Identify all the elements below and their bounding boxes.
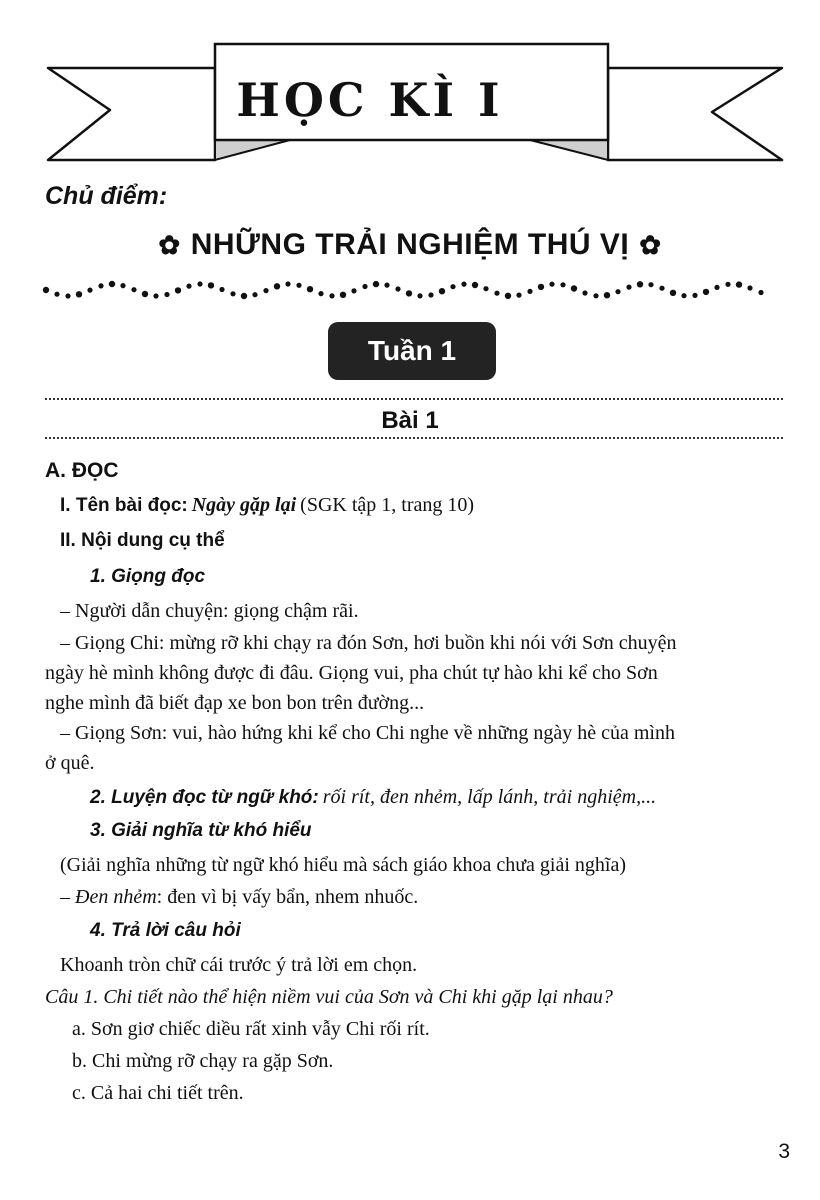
- flower-icon: ✿: [158, 230, 181, 260]
- subsection-heading: 2. Luyện đọc từ ngữ khó:: [90, 787, 319, 808]
- item-label: I. Tên bài đọc:: [60, 495, 188, 516]
- reading-reference: (SGK tập 1, trang 10): [300, 494, 475, 516]
- divider-dot: [87, 288, 92, 293]
- divider-dot: [505, 293, 511, 299]
- divider-dot: [373, 281, 379, 287]
- week-badge: Tuần 1: [328, 322, 496, 380]
- divider-dot: [186, 284, 191, 289]
- divider-dot: [604, 292, 610, 298]
- divider-dot: [582, 290, 587, 295]
- divider-dot: [450, 284, 455, 289]
- divider-dot: [318, 291, 323, 296]
- section-heading: A. ĐỌC: [45, 459, 119, 482]
- divider-dot: [593, 293, 598, 298]
- divider-dot: [241, 293, 247, 299]
- divider-dot: [428, 292, 433, 297]
- hard-words-line: [90, 786, 656, 809]
- subsection-heading: 4. Trả lời câu hỏi: [90, 920, 241, 941]
- dotted-rule: [45, 398, 783, 400]
- divider-dot: [219, 287, 224, 292]
- theme-title-row: [0, 228, 820, 262]
- divider-dot: [65, 293, 70, 298]
- instruction-text: Khoanh tròn chữ cái trước ý trả lời em chọn.: [60, 954, 418, 976]
- divider-dot: [703, 289, 709, 295]
- divider-dot: [76, 291, 82, 297]
- divider-dot: [417, 293, 422, 298]
- banner-title: HỌC KÌ I: [236, 73, 504, 127]
- defined-term: Đen nhẻm: [75, 886, 157, 908]
- theme-title: NHỮNG TRẢI NGHIỆM THÚ VỊ: [190, 228, 630, 261]
- divider-dot: [527, 289, 532, 294]
- divider-dot: [483, 286, 488, 291]
- text-line: – Giọng Sơn: vui, hào hứng khi kể cho Chi nghe về những ngày hè của mình: [60, 722, 675, 744]
- page-number: 3: [778, 1140, 790, 1163]
- divider-dot: [670, 290, 676, 296]
- answer-option[interactable]: b. Chi mừng rỡ chạy ra gặp Sơn.: [72, 1050, 334, 1072]
- divider-dot: [395, 286, 400, 291]
- divider-dot: [263, 288, 268, 293]
- question-label: Câu 1.: [45, 986, 99, 1008]
- divider-dot: [274, 283, 280, 289]
- divider-dot: [692, 293, 697, 298]
- dotted-wave-divider: [40, 276, 780, 304]
- lesson-title: Bài 1: [381, 407, 439, 434]
- divider-dot: [285, 281, 290, 286]
- reading-title: Ngày gặp lại: [191, 494, 297, 516]
- text-line: (Giải nghĩa những từ ngữ khó hiểu mà sách giáo khoa chưa giải nghĩa): [60, 854, 626, 876]
- dotted-rule: [45, 437, 783, 439]
- hard-words: rối rít, đen nhẻm, lấp lánh, trải nghiệm,...: [322, 786, 657, 808]
- divider-dot: [626, 285, 631, 290]
- divider-dot: [538, 284, 544, 290]
- divider-dot: [659, 286, 664, 291]
- divider-dot: [516, 293, 521, 298]
- divider-dot: [109, 281, 115, 287]
- divider-dot: [197, 281, 202, 286]
- divider-dot: [461, 282, 466, 287]
- dash: –: [60, 886, 75, 908]
- divider-dot: [230, 291, 235, 296]
- divider-dot: [439, 288, 445, 294]
- text-line: – Giọng Chi: mừng rỡ khi chạy ra đón Sơn, hơi buồn khi nói với Sơn chuyện: [60, 632, 677, 654]
- divider-dot: [153, 293, 158, 298]
- divider-dot: [736, 281, 742, 287]
- divider-dot: [758, 290, 763, 295]
- divider-dot: [164, 292, 169, 297]
- divider-dot: [43, 287, 49, 293]
- text-line: – Người dẫn chuyện: giọng chậm rãi.: [60, 600, 359, 622]
- item-ii-label: II. Nội dung cụ thể: [60, 530, 225, 551]
- divider-dot: [549, 282, 554, 287]
- divider-dot: [208, 282, 214, 288]
- divider-dot: [131, 287, 136, 292]
- subsection-heading: 3. Giải nghĩa từ khó hiểu: [90, 820, 312, 841]
- divider-dot: [747, 285, 752, 290]
- subsection-heading: 1. Giọng đọc: [90, 566, 206, 587]
- question-line: [45, 986, 613, 1009]
- divider-dot: [637, 281, 643, 287]
- flower-icon: ✿: [639, 230, 662, 260]
- divider-dot: [362, 284, 367, 289]
- divider-dot: [681, 293, 686, 298]
- divider-dot: [714, 285, 719, 290]
- text-line: ở quê.: [45, 752, 95, 774]
- divider-dot: [384, 283, 389, 288]
- question-text: Chi tiết nào thể hiện niềm vui của Sơn và Chi khi gặp lại nhau?: [103, 986, 613, 1008]
- divider-dot: [252, 292, 257, 297]
- divider-dot: [406, 290, 412, 296]
- divider-dot: [120, 283, 125, 288]
- divider-dot: [340, 292, 346, 298]
- theme-label: Chủ điểm:: [45, 182, 168, 210]
- reading-title-line: [60, 494, 474, 517]
- divider-dot: [648, 282, 653, 287]
- divider-dot: [615, 289, 620, 294]
- divider-dot: [175, 287, 181, 293]
- answer-option[interactable]: c. Cả hai chi tiết trên.: [72, 1082, 244, 1104]
- divider-dot: [351, 288, 356, 293]
- definition: : đen vì bị vấy bẩn, nhem nhuốc.: [156, 886, 419, 908]
- divider-dot: [142, 291, 148, 297]
- divider-dot: [296, 283, 301, 288]
- divider-dot: [98, 283, 103, 288]
- divider-dot: [472, 282, 478, 288]
- divider-dot: [571, 285, 577, 291]
- divider-dot: [725, 282, 730, 287]
- divider-dot: [307, 286, 313, 292]
- divider-dot: [54, 292, 59, 297]
- answer-option[interactable]: a. Sơn giơ chiếc diều rất xinh vẫy Chi rối rít.: [72, 1018, 430, 1040]
- definition-line: [60, 886, 418, 909]
- divider-dot: [329, 293, 334, 298]
- text-line: ngày hè mình không được đi đâu. Giọng vui, pha chút tự hào khi kể cho Sơn: [45, 662, 658, 684]
- text-line: nghe mình đã biết đạp xe bon bon trên đường...: [45, 692, 425, 714]
- divider-dot: [494, 291, 499, 296]
- divider-dot: [560, 282, 565, 287]
